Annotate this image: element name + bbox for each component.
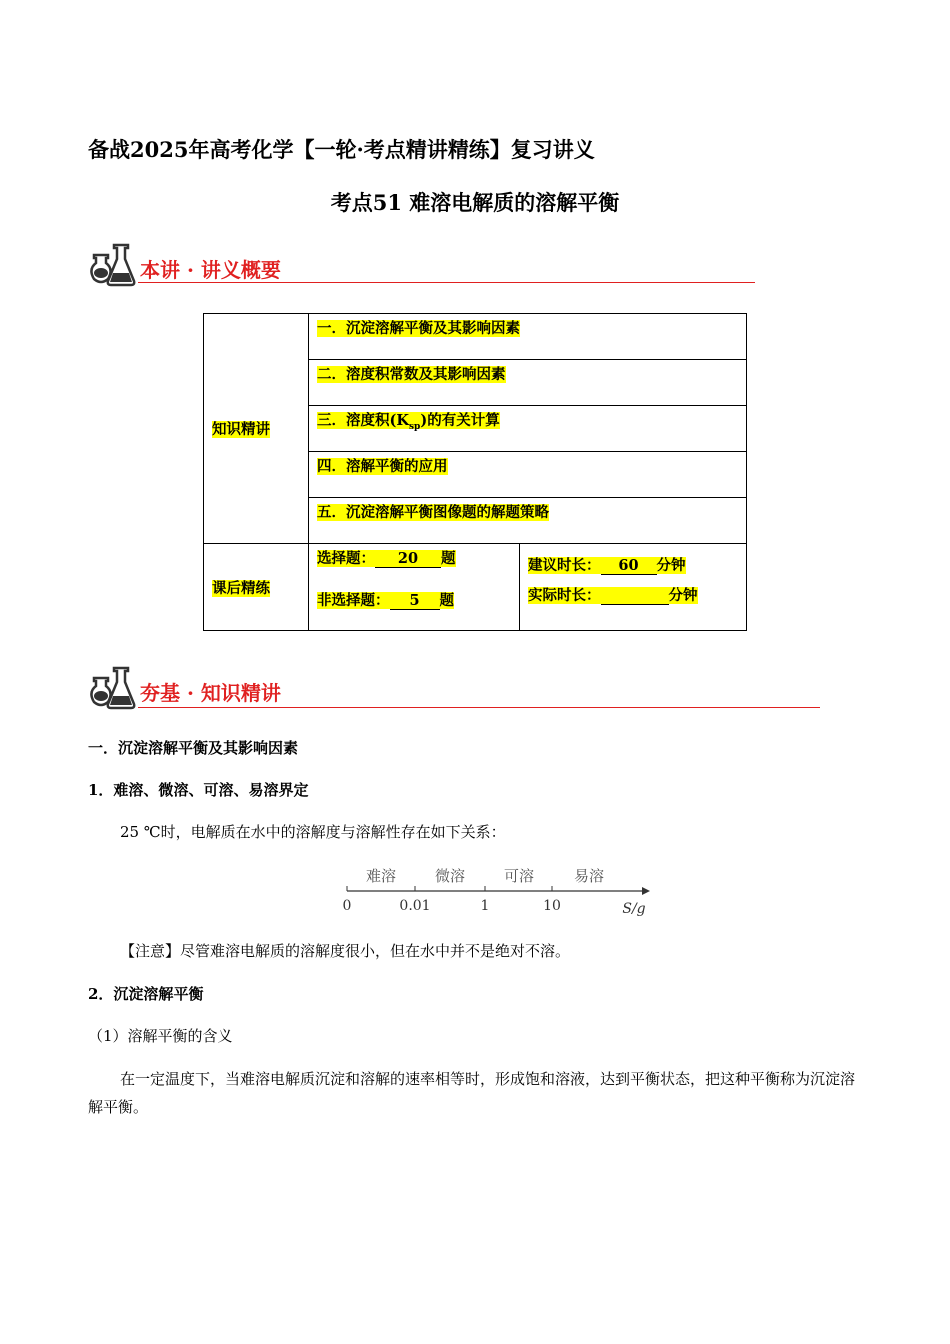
scale-tick-label: 0.01 bbox=[399, 898, 431, 914]
heading-1-2-1: （1）溶解平衡的含义 bbox=[88, 1027, 233, 1045]
document-title: 备战2025年高考化学【一轮·考点精讲精练】复习讲义 bbox=[88, 137, 595, 162]
lab-flask-icon bbox=[88, 664, 136, 710]
question-count-cell: 选择题： 20 题 非选择题： 5 题 bbox=[309, 544, 520, 631]
scale-category: 可溶 bbox=[503, 867, 535, 885]
overview-table bbox=[203, 313, 747, 631]
knowledge-item-3: 三．溶度积$(K_{sp})$的有关计算 bbox=[309, 406, 747, 452]
practice-label: 课后精练 bbox=[212, 579, 270, 597]
heading-1-1: 1．难溶、微溶、可溶、易溶界定 bbox=[88, 781, 309, 799]
practice-cell bbox=[204, 544, 309, 631]
knowledge-item-5: 五．沉淀溶解平衡图像题的解题策略 bbox=[309, 498, 747, 544]
section-header-overview bbox=[88, 241, 758, 293]
document-subtitle: 考点51 难溶电解质的溶解平衡 bbox=[330, 190, 620, 215]
section-divider bbox=[138, 707, 820, 708]
section-divider bbox=[138, 282, 755, 283]
suggested-time: 60 bbox=[601, 557, 657, 575]
heading-1-2: 2．沉淀溶解平衡 bbox=[88, 985, 204, 1003]
section-label: 本讲 · 讲义概要 bbox=[140, 258, 281, 282]
note: 【注意】尽管难溶电解质的溶解度很小，但在水中并不是绝对不溶。 bbox=[120, 942, 571, 960]
section-label: 夯基 · 知识精讲 bbox=[140, 681, 281, 705]
knowledge-item-4: 四．溶解平衡的应用 bbox=[309, 452, 747, 498]
scale-arrow bbox=[642, 887, 650, 895]
scale-tick-label: 10 bbox=[543, 898, 561, 914]
heading-1: 一．沉淀溶解平衡及其影响因素 bbox=[88, 739, 299, 757]
actual-time-blank bbox=[601, 587, 669, 605]
section-header-knowledge bbox=[88, 664, 823, 716]
knowledge-label: 知识精讲 bbox=[212, 421, 270, 438]
paragraph-solubility: 25 ℃时，电解质在水中的溶解度与溶解性存在如下关系： bbox=[120, 823, 506, 841]
scale-category: 易溶 bbox=[573, 867, 605, 885]
scale-tick-label: 1 bbox=[480, 898, 490, 914]
knowledge-cell bbox=[204, 314, 309, 544]
paragraph-definition: 在一定温度下，当难溶电解质沉淀和溶解的速率相等时，形成饱和溶液，达到平衡状态，把这种平衡称为沉淀溶解平衡。 bbox=[88, 1070, 856, 1116]
scale-axis-label: S/g bbox=[622, 901, 646, 917]
choice-count: 20 bbox=[375, 550, 441, 568]
scale-category: 微溶 bbox=[434, 867, 466, 885]
scale-category: 难溶 bbox=[365, 867, 397, 885]
lab-flask-icon bbox=[88, 241, 136, 287]
scale-tick-label: 0 bbox=[342, 898, 352, 914]
knowledge-item-2: 二．溶度积常数及其影响因素 bbox=[309, 360, 747, 406]
knowledge-item-1: 一．沉淀溶解平衡及其影响因素 bbox=[309, 314, 747, 360]
time-cell: 建议时长： 60 分钟 实际时长： 分钟 bbox=[520, 544, 747, 631]
nonchoice-count: 5 bbox=[390, 592, 440, 610]
solubility-scale bbox=[330, 860, 660, 920]
